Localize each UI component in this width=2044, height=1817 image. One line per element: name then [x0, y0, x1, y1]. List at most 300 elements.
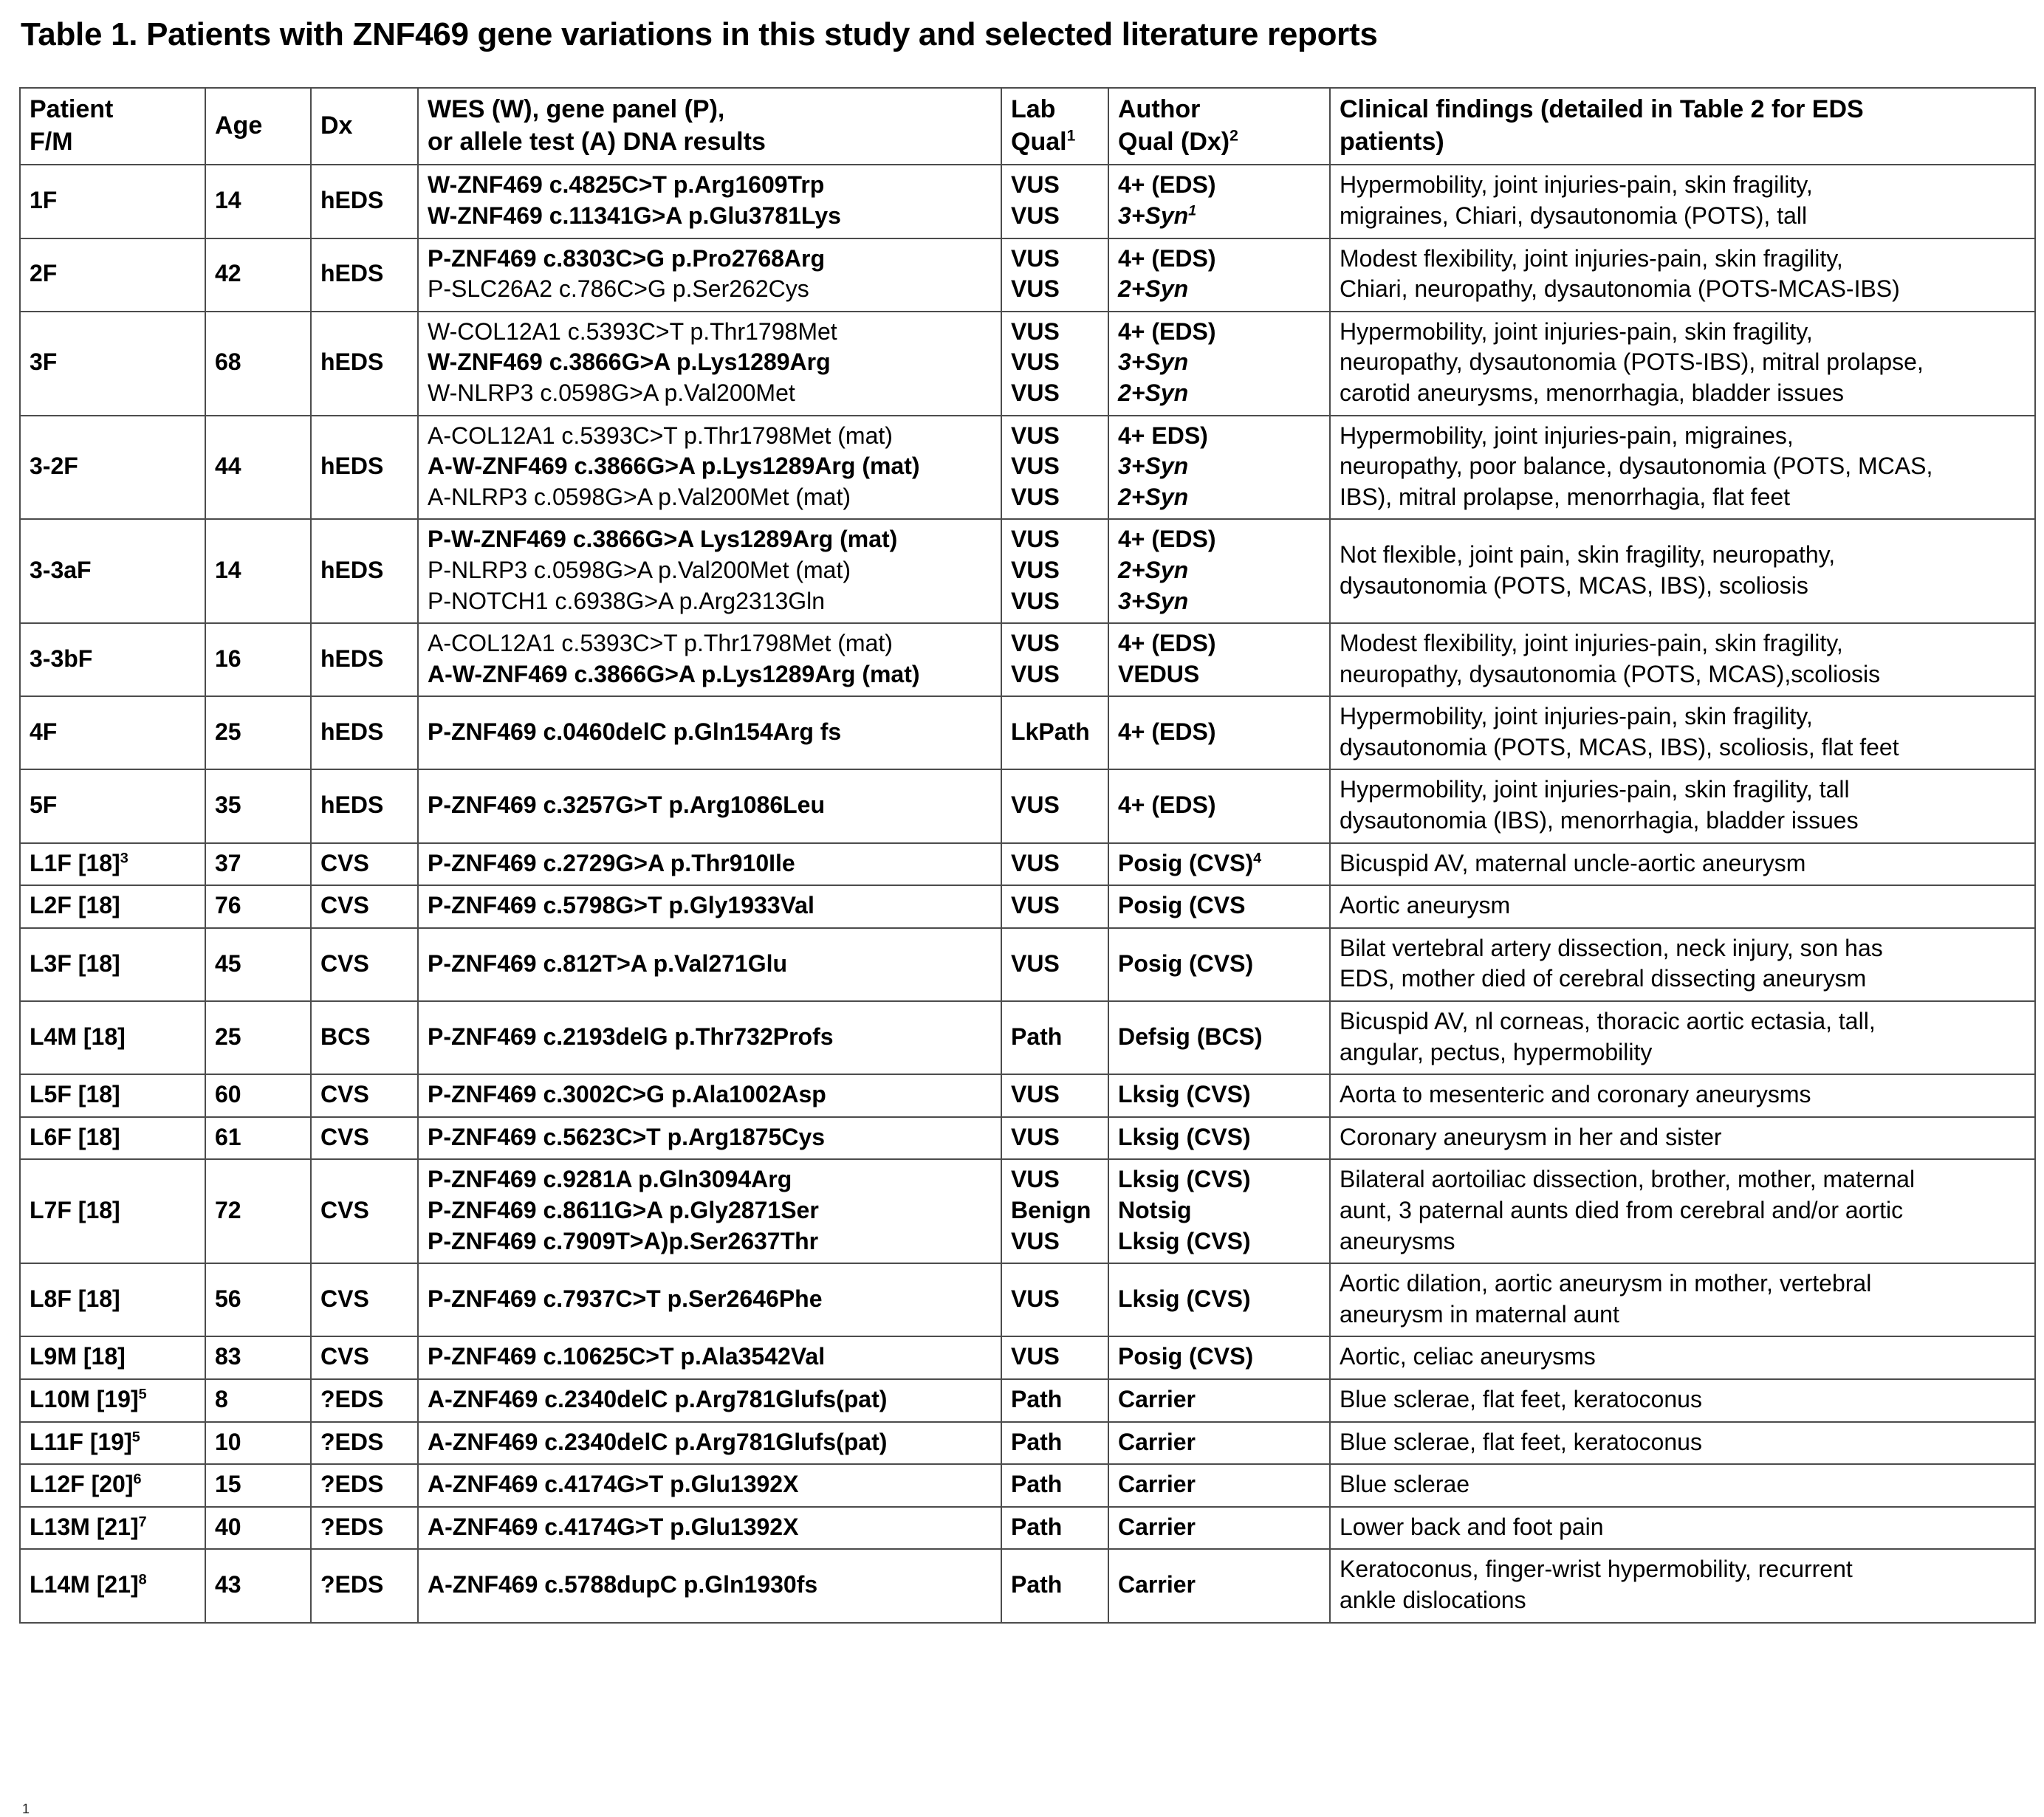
- footnote-ref: 5: [131, 1428, 140, 1445]
- lab-qual-line: VUS: [1011, 317, 1060, 345]
- table-row: [20, 1001, 2035, 1074]
- footnote-ref: 6: [133, 1471, 142, 1488]
- cell-author-qual: [1108, 885, 1330, 928]
- dna-result-line: P-ZNF469 c.812T>A p.Val271Glu: [428, 949, 788, 977]
- cell-author-qual: [1108, 696, 1330, 769]
- clinical-findings-line: Hypermobility, joint injuries-pain, skin fragility,: [1340, 317, 1813, 345]
- cell-dx: hEDS: [311, 623, 418, 696]
- clinical-findings-line: carotid aneurysms, menorrhagia, bladder issues: [1340, 379, 1844, 406]
- footnote-ref: 1: [1066, 127, 1076, 145]
- cell-patient: 3-3bF: [20, 623, 205, 696]
- cell-age: 68: [205, 312, 311, 416]
- cell-age: 37: [205, 843, 311, 886]
- lab-qual-line: Path: [1011, 1385, 1063, 1412]
- clinical-findings-line: Chiari, neuropathy, dysautonomia (POTS-MCAS-IBS): [1340, 275, 1900, 303]
- author-qual-line: Posig (CVS)$^4$: [1118, 849, 1262, 876]
- cell-author-qual: [1108, 1159, 1330, 1263]
- author-qual-line: 2+Syn: [1118, 379, 1189, 406]
- cell-lab-qual: [1001, 843, 1108, 886]
- clinical-findings-line: Blue sclerae, flat feet, keratoconus: [1340, 1385, 1702, 1412]
- lab-qual-list: [1011, 628, 1100, 690]
- clinical-findings-list: [1340, 317, 2027, 409]
- clinical-findings-line: aunt, 3 paternal aunts died from cerebral and/or aortic: [1340, 1197, 1904, 1223]
- clinical-findings-line: dysautonomia (POTS, MCAS, IBS), scoliosis: [1340, 571, 1808, 599]
- cell-clinical-findings: [1330, 696, 2035, 769]
- author-qual-line: Carrier: [1118, 1428, 1196, 1455]
- cell-dx: CVS: [311, 843, 418, 886]
- dna-result-line: P-ZNF469 c.2729G>A p.Thr910Ile: [428, 849, 795, 876]
- footnote-ref: 1: [1188, 202, 1197, 219]
- dna-result-line: P-W-ZNF469 c.3866G>A Lys1289Arg (mat): [428, 526, 898, 553]
- cell-dx: CVS: [311, 1117, 418, 1160]
- cell-patient: 5F: [20, 769, 205, 842]
- author-qual-line: 2+Syn: [1118, 275, 1189, 303]
- cell-dna-results: [418, 696, 1001, 769]
- table-header: [20, 88, 2035, 165]
- table-row: [20, 623, 2035, 696]
- author-qual-line: 3+Syn$^1$: [1118, 202, 1197, 229]
- cell-dx: CVS: [311, 1074, 418, 1117]
- cell-age: 45: [205, 928, 311, 1001]
- author-qual-line: 4+ (EDS): [1118, 317, 1216, 345]
- cell-dna-results: [418, 623, 1001, 696]
- dna-result-list: [428, 628, 993, 690]
- cell-lab-qual: [1001, 165, 1108, 238]
- cell-dna-results: [418, 885, 1001, 928]
- cell-dx: CVS: [311, 1263, 418, 1336]
- dna-result-line: P-ZNF469 c.5798G>T p.Gly1933Val: [428, 892, 814, 919]
- clinical-findings-line: ankle dislocations: [1340, 1586, 1526, 1613]
- dna-result-list: [428, 949, 993, 980]
- author-qual-list: [1118, 1122, 1322, 1153]
- cell-lab-qual: [1001, 769, 1108, 842]
- cell-patient: 2F: [20, 238, 205, 312]
- author-qual-list: [1118, 628, 1322, 690]
- author-qual-line: Posig (CVS): [1118, 1343, 1254, 1370]
- column-header-line: patients): [1340, 128, 1444, 157]
- cell-patient: L13M $[21]^7$: [20, 1507, 205, 1550]
- cell-clinical-findings: [1330, 165, 2035, 238]
- column-header-lab-qual: [1001, 88, 1108, 165]
- dna-result-line: A-W-ZNF469 c.3866G>A p.Lys1289Arg (mat): [428, 660, 920, 687]
- author-qual-list: [1118, 949, 1322, 980]
- lab-qual-line: VUS: [1011, 483, 1060, 510]
- lab-qual-line: VUS: [1011, 244, 1060, 272]
- cell-age: 61: [205, 1117, 311, 1160]
- author-qual-list: [1118, 244, 1322, 305]
- cell-dna-results: [418, 1464, 1001, 1507]
- cell-age: 56: [205, 1263, 311, 1336]
- table-row: [20, 1263, 2035, 1336]
- column-header-patient: [20, 88, 205, 165]
- clinical-findings-line: Aortic aneurysm: [1340, 892, 1511, 919]
- dna-result-line: P-ZNF469 c.3002C>G p.Ala1002Asp: [428, 1081, 826, 1108]
- table-row: [20, 1379, 2035, 1422]
- dna-result-line: A-ZNF469 c.5788dupC p.Gln1930fs: [428, 1571, 818, 1598]
- clinical-findings-line: Lower back and foot pain: [1340, 1513, 1604, 1540]
- cell-author-qual: [1108, 1422, 1330, 1465]
- cell-dna-results: [418, 769, 1001, 842]
- cell-dx: ?EDS: [311, 1507, 418, 1550]
- cell-lab-qual: [1001, 1159, 1108, 1263]
- author-qual-list: [1118, 848, 1322, 879]
- author-qual-line: Posig (CVS): [1118, 949, 1254, 977]
- clinical-findings-list: [1340, 1342, 2027, 1373]
- cell-dx: hEDS: [311, 696, 418, 769]
- dna-result-line: W-ZNF469 c.4825C>T p.Arg1609Trp: [428, 171, 825, 199]
- lab-qual-list: [1011, 1022, 1100, 1053]
- lab-qual-line: VUS: [1011, 453, 1060, 480]
- author-qual-line: Notsig: [1118, 1197, 1192, 1223]
- author-qual-line: 3+Syn: [1118, 453, 1189, 480]
- cell-clinical-findings: [1330, 885, 2035, 928]
- dna-result-line: P-ZNF469 c.2193delG p.Thr732Profs: [428, 1023, 834, 1050]
- page-title: Table 1. Patients with ZNF469 gene variations in this study and selected literature reports: [21, 16, 1378, 52]
- dna-result-list: [428, 717, 993, 748]
- clinical-findings-line: dysautonomia (POTS, MCAS, IBS), scoliosis, flat feet: [1340, 733, 1899, 760]
- dna-result-list: [428, 244, 993, 305]
- dna-result-list: [428, 1512, 993, 1543]
- lab-qual-line: VUS: [1011, 1123, 1060, 1150]
- author-qual-line: Posig (CVS: [1118, 892, 1246, 919]
- cell-author-qual: [1108, 769, 1330, 842]
- cell-patient: L7F [18]: [20, 1159, 205, 1263]
- author-qual-line: 3+Syn: [1118, 348, 1189, 376]
- cell-lab-qual: [1001, 1464, 1108, 1507]
- cell-age: 8: [205, 1379, 311, 1422]
- lab-qual-list: [1011, 848, 1100, 879]
- cell-age: 35: [205, 769, 311, 842]
- lab-qual-line: VUS: [1011, 630, 1060, 657]
- cell-author-qual: [1108, 1507, 1330, 1550]
- clinical-findings-list: [1340, 1427, 2027, 1458]
- table-row: [20, 1159, 2035, 1263]
- dna-result-list: [428, 1427, 993, 1458]
- cell-dx: ?EDS: [311, 1464, 418, 1507]
- dna-result-line: A-W-ZNF469 c.3866G>A p.Lys1289Arg (mat): [428, 453, 920, 480]
- cell-dna-results: [418, 1159, 1001, 1263]
- lab-qual-line: Path: [1011, 1571, 1063, 1598]
- cell-age: 15: [205, 1464, 311, 1507]
- cell-patient: 4F: [20, 696, 205, 769]
- clinical-findings-list: [1340, 244, 2027, 305]
- dna-result-list: [428, 170, 993, 231]
- cell-age: 40: [205, 1507, 311, 1550]
- cell-dx: hEDS: [311, 519, 418, 623]
- clinical-findings-line: Coronary aneurysm in her and sister: [1340, 1123, 1722, 1150]
- cell-patient: L6F [18]: [20, 1117, 205, 1160]
- table-row: [20, 416, 2035, 520]
- lab-qual-line: VUS: [1011, 791, 1060, 819]
- footnote-ref: 4: [1253, 850, 1262, 866]
- author-qual-list: [1118, 717, 1322, 748]
- clinical-findings-line: Blue sclerae, flat feet, keratoconus: [1340, 1428, 1702, 1455]
- dna-result-line: P-ZNF469 c.10625C>T p.Ala3542Val: [428, 1343, 826, 1370]
- cell-author-qual: [1108, 1001, 1330, 1074]
- column-header-line: Clinical findings (detailed in Table 2 for EDS: [1340, 95, 1864, 123]
- author-qual-list: [1118, 1079, 1322, 1110]
- cell-dna-results: [418, 1263, 1001, 1336]
- cell-dx: CVS: [311, 885, 418, 928]
- dna-result-line: W-ZNF469 c.3866G>A p.Lys1289Arg: [428, 348, 831, 376]
- header-row: [20, 88, 2035, 165]
- table-row: [20, 165, 2035, 238]
- dna-result-list: [428, 1284, 993, 1315]
- cell-patient: 3-2F: [20, 416, 205, 520]
- clinical-findings-line: Aortic dilation, aortic aneurysm in mother, vertebral: [1340, 1270, 1872, 1297]
- author-qual-line: Carrier: [1118, 1385, 1196, 1412]
- dna-result-line: A-ZNF469 c.4174G>T p.Glu1392X: [428, 1513, 799, 1540]
- cell-dna-results: [418, 416, 1001, 520]
- cell-age: 14: [205, 519, 311, 623]
- dna-result-line: P-ZNF469 c.7937C>T p.Ser2646Phe: [428, 1285, 823, 1312]
- clinical-findings-list: [1340, 1122, 2027, 1153]
- author-qual-line: 4+ (EDS): [1118, 718, 1216, 746]
- cell-dna-results: [418, 1422, 1001, 1465]
- cell-lab-qual: [1001, 885, 1108, 928]
- lab-qual-list: [1011, 1164, 1100, 1257]
- dna-result-list: [428, 1384, 993, 1415]
- clinical-findings-line: neuropathy, dysautonomia (POTS, MCAS),scoliosis: [1340, 660, 1881, 687]
- lab-qual-line: VUS: [1011, 1081, 1060, 1108]
- author-qual-list: [1118, 790, 1322, 821]
- dna-result-line: W-NLRP3 c.0598G>A p.Val200Met: [428, 379, 795, 406]
- dna-result-line: P-ZNF469 c.3257G>T p.Arg1086Leu: [428, 791, 825, 819]
- dna-result-line: P-NOTCH1 c.6938G>A p.Arg2313Gln: [428, 587, 826, 614]
- clinical-findings-list: [1340, 1006, 2027, 1068]
- cell-dx: hEDS: [311, 312, 418, 416]
- lab-qual-list: [1011, 1512, 1100, 1543]
- lab-qual-line: LkPath: [1011, 718, 1090, 746]
- cell-clinical-findings: [1330, 1379, 2035, 1422]
- cell-patient: L8F [18]: [20, 1263, 205, 1336]
- clinical-findings-list: [1340, 933, 2027, 995]
- dna-result-list: [428, 890, 993, 921]
- author-qual-line: 4+ EDS): [1118, 422, 1208, 449]
- clinical-findings-line: aneurysm in maternal aunt: [1340, 1300, 1619, 1327]
- cell-lab-qual: [1001, 1263, 1108, 1336]
- cell-author-qual: [1108, 238, 1330, 312]
- dna-result-list: [428, 421, 993, 513]
- dna-result-line: A-COL12A1 c.5393C>T p.Thr1798Met (mat): [428, 630, 893, 657]
- lab-qual-list: [1011, 1284, 1100, 1315]
- clinical-findings-list: [1340, 540, 2027, 601]
- cell-dna-results: [418, 238, 1001, 312]
- table-row: [20, 238, 2035, 312]
- lab-qual-line: VUS: [1011, 348, 1060, 376]
- author-qual-line: 4+ (EDS): [1118, 791, 1216, 819]
- author-qual-line: 2+Syn: [1118, 556, 1189, 583]
- cell-dx: ?EDS: [311, 1379, 418, 1422]
- author-qual-line: Lksig (CVS): [1118, 1081, 1251, 1108]
- author-qual-line: 4+ (EDS): [1118, 526, 1216, 553]
- cell-author-qual: [1108, 1336, 1330, 1379]
- clinical-findings-line: Bilat vertebral artery dissection, neck injury, son has: [1340, 934, 1883, 961]
- footnote-ref: 2: [1230, 127, 1238, 145]
- table-row: [20, 519, 2035, 623]
- cell-dna-results: [418, 165, 1001, 238]
- author-qual-list: [1118, 524, 1322, 616]
- clinical-findings-line: migraines, Chiari, dysautonomia (POTS), tall: [1340, 202, 1808, 229]
- table-row: [20, 928, 2035, 1001]
- cell-author-qual: [1108, 1074, 1330, 1117]
- lab-qual-list: [1011, 717, 1100, 748]
- cell-dx: hEDS: [311, 238, 418, 312]
- clinical-findings-line: aneurysms: [1340, 1227, 1455, 1254]
- clinical-findings-line: IBS), mitral prolapse, menorrhagia, flat feet: [1340, 483, 1791, 510]
- cell-dna-results: [418, 1074, 1001, 1117]
- author-qual-line: 3+Syn: [1118, 587, 1189, 614]
- dna-result-line: P-ZNF469 c.7909T>A)p.Ser2637Thr: [428, 1227, 819, 1254]
- clinical-findings-list: [1340, 1469, 2027, 1500]
- dna-result-line: P-NLRP3 c.0598G>A p.Val200Met (mat): [428, 556, 851, 583]
- clinical-findings-line: neuropathy, dysautonomia (POTS-IBS), mitral prolapse,: [1340, 348, 1924, 376]
- clinical-findings-line: neuropathy, poor balance, dysautonomia (POTS, MCAS,: [1340, 453, 1933, 480]
- cell-lab-qual: [1001, 1336, 1108, 1379]
- cell-clinical-findings: [1330, 769, 2035, 842]
- column-header-author-qual: [1108, 88, 1330, 165]
- clinical-findings-list: [1340, 890, 2027, 921]
- author-qual-list: [1118, 1022, 1322, 1053]
- column-header-line: WES (W), gene panel (P),: [428, 95, 725, 123]
- lab-qual-list: [1011, 1079, 1100, 1110]
- cell-dna-results: [418, 1336, 1001, 1379]
- cell-dx: hEDS: [311, 769, 418, 842]
- cell-clinical-findings: [1330, 1117, 2035, 1160]
- author-qual-line: Carrier: [1118, 1571, 1196, 1598]
- cell-patient: 3F: [20, 312, 205, 416]
- cell-clinical-findings: [1330, 1422, 2035, 1465]
- author-qual-line: Lksig (CVS): [1118, 1166, 1251, 1193]
- author-qual-list: [1118, 1284, 1322, 1315]
- author-qual-list: [1118, 890, 1322, 921]
- cell-author-qual: [1108, 623, 1330, 696]
- cell-lab-qual: [1001, 1422, 1108, 1465]
- cell-clinical-findings: [1330, 1464, 2035, 1507]
- lab-qual-list: [1011, 244, 1100, 305]
- cell-patient: L2F [18]: [20, 885, 205, 928]
- cell-patient: L4M [18]: [20, 1001, 205, 1074]
- clinical-findings-list: [1340, 170, 2027, 231]
- cell-age: 10: [205, 1422, 311, 1465]
- dna-result-list: [428, 1022, 993, 1053]
- dna-result-list: [428, 848, 993, 879]
- dna-result-line: W-COL12A1 c.5393C>T p.Thr1798Met: [428, 317, 837, 345]
- lab-qual-list: [1011, 421, 1100, 513]
- clinical-findings-list: [1340, 1384, 2027, 1415]
- column-header-line: Age: [215, 111, 263, 140]
- cell-author-qual: [1108, 928, 1330, 1001]
- lab-qual-line: VUS: [1011, 949, 1060, 977]
- dna-result-line: A-ZNF469 c.2340delC p.Arg781Glufs(pat): [428, 1385, 888, 1412]
- cell-clinical-findings: [1330, 928, 2035, 1001]
- cell-lab-qual: [1001, 1001, 1108, 1074]
- column-header-dx: [311, 88, 418, 165]
- cell-clinical-findings: [1330, 1507, 2035, 1550]
- author-qual-line: Lksig (CVS): [1118, 1227, 1251, 1254]
- author-qual-line: Defsig (BCS): [1118, 1023, 1263, 1050]
- table-row: [20, 696, 2035, 769]
- cell-dx: ?EDS: [311, 1549, 418, 1622]
- cell-author-qual: [1108, 843, 1330, 886]
- clinical-findings-line: Modest flexibility, joint injuries-pain, skin fragility,: [1340, 630, 1843, 657]
- author-qual-line: Carrier: [1118, 1471, 1196, 1498]
- cell-age: 76: [205, 885, 311, 928]
- dna-result-list: [428, 1469, 993, 1500]
- lab-qual-line: VUS: [1011, 1343, 1060, 1370]
- clinical-findings-line: Bicuspid AV, nl corneas, thoracic aortic ectasia, tall,: [1340, 1008, 1876, 1035]
- lab-qual-line: VUS: [1011, 275, 1060, 303]
- cell-author-qual: [1108, 312, 1330, 416]
- author-qual-list: [1118, 317, 1322, 409]
- clinical-findings-line: Hypermobility, joint injuries-pain, skin fragility,: [1340, 703, 1813, 730]
- author-qual-line: 4+ (EDS): [1118, 244, 1216, 272]
- clinical-findings-line: EDS, mother died of cerebral dissecting aneurysm: [1340, 965, 1867, 992]
- cell-patient: L3F [18]: [20, 928, 205, 1001]
- cell-clinical-findings: [1330, 623, 2035, 696]
- cell-lab-qual: [1001, 623, 1108, 696]
- footnote-marker: 1: [22, 1801, 30, 1816]
- column-header-line: F/M: [30, 128, 73, 157]
- cell-patient: L1F $[18]^3$: [20, 843, 205, 886]
- dna-result-line: P-ZNF469 c.9281A p.Gln3094Arg: [428, 1166, 792, 1193]
- cell-clinical-findings: [1330, 1263, 2035, 1336]
- author-qual-line: VEDUS: [1118, 660, 1200, 687]
- column-header-dna: [418, 88, 1001, 165]
- dna-result-list: [428, 1122, 993, 1153]
- table-body: [20, 165, 2035, 1622]
- cell-lab-qual: [1001, 1507, 1108, 1550]
- lab-qual-list: [1011, 949, 1100, 980]
- clinical-findings-list: [1340, 774, 2027, 836]
- clinical-findings-line: Bicuspid AV, maternal uncle-aortic aneurysm: [1340, 849, 1806, 876]
- cell-age: 25: [205, 696, 311, 769]
- dna-result-line: P-ZNF469 c.0460delC p.Gln154Arg fs: [428, 718, 842, 746]
- cell-dx: BCS: [311, 1001, 418, 1074]
- table-row: [20, 1074, 2035, 1117]
- author-qual-list: [1118, 1164, 1322, 1257]
- table-row: [20, 312, 2035, 416]
- lab-qual-list: [1011, 1384, 1100, 1415]
- cell-dna-results: [418, 1549, 1001, 1622]
- author-qual-line: Lksig (CVS): [1118, 1123, 1251, 1150]
- footnote-ref: 8: [138, 1571, 147, 1588]
- lab-qual-line: VUS: [1011, 849, 1060, 876]
- clinical-findings-list: [1340, 628, 2027, 690]
- cell-dx: CVS: [311, 1336, 418, 1379]
- cell-author-qual: [1108, 1117, 1330, 1160]
- cell-dna-results: [418, 1379, 1001, 1422]
- author-qual-list: [1118, 1384, 1322, 1415]
- cell-dna-results: [418, 312, 1001, 416]
- cell-dx: hEDS: [311, 165, 418, 238]
- author-qual-list: [1118, 1469, 1322, 1500]
- cell-dx: CVS: [311, 928, 418, 1001]
- dna-result-list: [428, 1570, 993, 1601]
- cell-clinical-findings: [1330, 519, 2035, 623]
- author-qual-list: [1118, 1342, 1322, 1373]
- cell-lab-qual: [1001, 696, 1108, 769]
- lab-qual-list: [1011, 1570, 1100, 1601]
- cell-dna-results: [418, 928, 1001, 1001]
- column-header-line: Patient: [30, 95, 114, 123]
- lab-qual-line: VUS: [1011, 587, 1060, 614]
- patients-table: [19, 87, 2036, 1624]
- cell-lab-qual: [1001, 1379, 1108, 1422]
- cell-dx: ?EDS: [311, 1422, 418, 1465]
- table-row: [20, 1422, 2035, 1465]
- lab-qual-list: [1011, 1427, 1100, 1458]
